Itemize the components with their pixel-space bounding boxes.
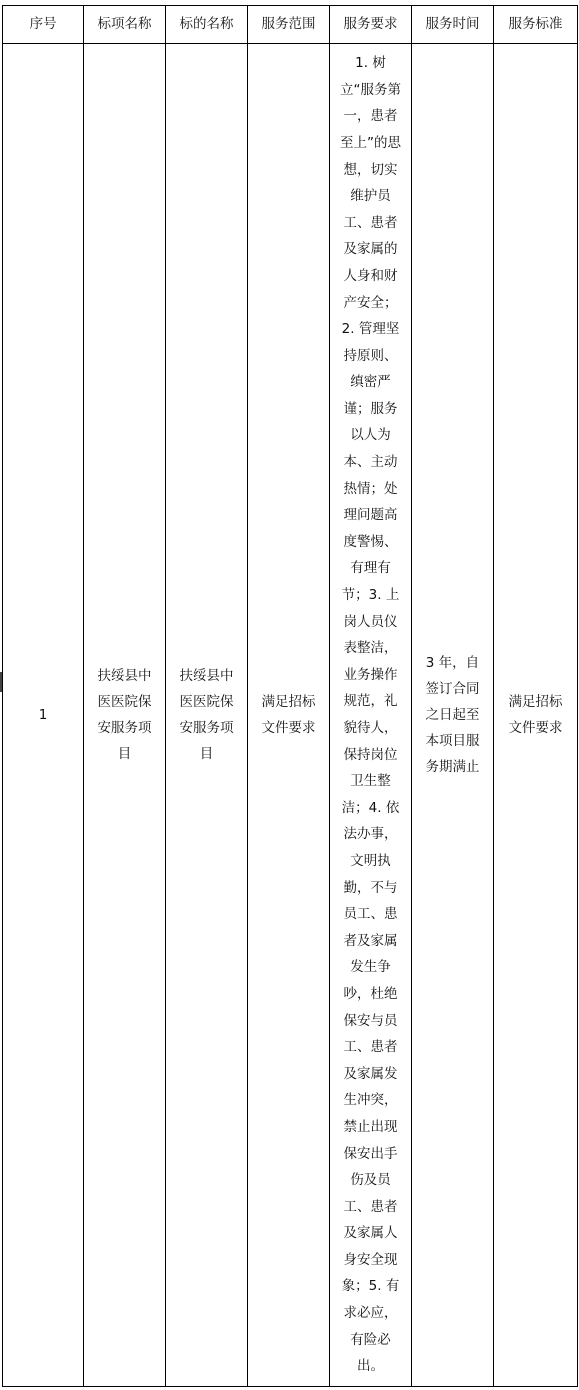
cell-service-requirements xyxy=(330,44,412,1387)
service-requirements-table xyxy=(2,5,578,1387)
service-scope-value: 满足招标文件要求 xyxy=(261,694,316,736)
subject-name-value: 扶绥县中医医院保安服务项目 xyxy=(179,668,234,762)
header-service-standard: 服务标准 xyxy=(494,6,578,44)
service-time-value: 3 年，自签订合同之日起至本项目服务期满止 xyxy=(425,655,480,775)
header-service-time: 服务时间 xyxy=(412,6,494,44)
cell-index xyxy=(3,44,84,1387)
table-header xyxy=(3,6,578,44)
header-subject-name: 标的名称 xyxy=(166,6,248,44)
header-service-scope: 服务范围 xyxy=(248,6,330,44)
index-value: 1 xyxy=(38,707,48,723)
header-lot-name: 标项名称 xyxy=(84,6,166,44)
header-index: 序号 xyxy=(3,6,84,44)
cell-service-time xyxy=(412,44,494,1387)
cell-service-standard xyxy=(494,44,578,1387)
service-requirements-value: 1. 树立“服务第一，患者至上”的思想，切实维护员工、患者及家属的人身和财产安全；2. 管理坚持原则、缜密严谨；服务以人为本、主动热情；处理问题高度警惕、有理有节；3. 上岗人员仪表整洁，业务操作规范，礼貌待人，保持岗位卫生整洁；4. 依法办事，文明执勤，不与员工、患者及家属发生争吵，杜绝保安与员工、患者及家属发生冲突，禁止出现保安出手伤及员工、患者及家属人身安全现象；5. 有求必应，有险必出。 xyxy=(340,55,401,1375)
header-row xyxy=(3,6,578,44)
service-standard-value: 满足招标文件要求 xyxy=(508,694,563,736)
cell-service-scope xyxy=(248,44,330,1387)
cell-lot-name xyxy=(84,44,166,1387)
header-service-requirements: 服务要求 xyxy=(330,6,412,44)
cell-subject-name xyxy=(166,44,248,1387)
table-row xyxy=(3,44,578,1387)
lot-name-value: 扶绥县中医医院保安服务项目 xyxy=(97,668,152,762)
